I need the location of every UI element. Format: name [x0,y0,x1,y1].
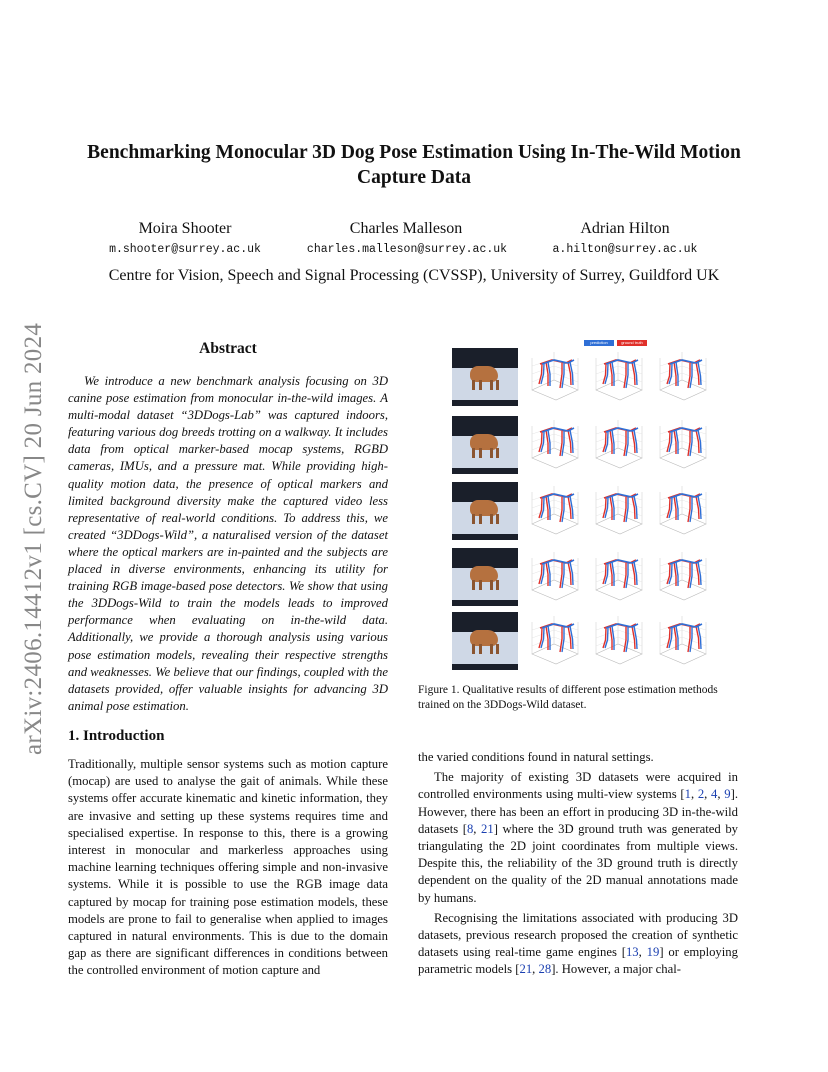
pose-plot [526,350,582,406]
arxiv-stamp[interactable]: arXiv:2406.14412v1 [cs.CV] 20 Jun 2024 [20,322,47,755]
pose-plot [526,484,582,540]
intro-paragraph: the varied conditions found in natural settings. [418,750,654,764]
citation-link[interactable]: 1 [684,787,691,802]
author-name: Adrian Hilton [580,220,670,237]
dog-image [452,612,518,670]
affiliation: Centre for Vision, Speech and Signal Processing (CVSSP), University of Surrey, Guildford UK [108,267,720,284]
citation-link[interactable]: 4 [711,787,718,802]
abstract-text: We introduce a new benchmark analysis focusing on 3D canine pose estimation from monocular in-the-wild images. A multi-modal dataset “3DDogs-Lab” was captured indoors, featuring various dog breeds trotting on a walkway. It includes data from optical marker-based mocap systems, RGBD cameras, IMUs, and a pressure mat. While providing high-quality motion data, the presence of optical markers and limited background diversity make the captured video less representative of real-world conditions. To address this, we created “3DDogs-Wild”, a naturalised version of the dataset where the optical markers are in-painted and the subjects are placed in diverse environments, enhancing its utility for training RGB image-based pose detectors. We show that using the 3DDogs-Wild to train the models leads to improved performance when evaluating on in-the-wild data. Additionally, we provide a thorough analysis using various pose estimation models, revealing their respective strengths and weaknesses. We believe that our findings, coupled with the datasets provided, offer valuable insights for advancing 3D animal pose estimation. [68,374,388,713]
pose-plot [654,550,710,606]
section-heading: 1. Introduction [68,728,165,744]
pose-plot [654,614,710,670]
author-name: Charles Malleson [349,220,463,237]
figure-caption: Figure 1. Qualitative results of different pose estimation methods trained on the 3DDogs-Wild dataset. [418,684,718,711]
intro-paragraph: The majority of existing 3D datasets were acquired in controlled environments using multi-view systems [1, 2, 4, 9]. However, there has been an effort in producing 3D in-the-wild datasets [8, 21] where the 3D ground truth was generated by triangulating the 2D joint coordinates from multiple views. Despite this, the reliability of the 3D ground truth is directly dependent on the quality of the 2D manual annotations made by humans. [418,770,739,905]
pose-plot [654,418,710,474]
citation-link[interactable]: 8 [466,821,474,836]
author-email[interactable]: charles.malleson@surrey.ac.uk [306,243,508,256]
dog-image [452,548,518,606]
pose-plot [590,550,646,606]
intro-paragraph: Recognising the limitations associated with producing 3D datasets, previous research proposed the creation of synthetic datasets using real-time game engines [13, 19] or employing parametric models [21, 28]. However, a major chal- [418,910,738,977]
author-email[interactable]: a.hilton@surrey.ac.uk [552,243,698,256]
intro-left-column [68,756,388,980]
intro-right-column [418,749,738,979]
dog-image [452,482,518,540]
author-name: Moira Shooter [138,220,232,237]
pose-plot [526,614,582,670]
legend-ground-truth: ground truth [617,340,647,346]
pose-plot [590,614,646,670]
author-email[interactable]: m.shooter@surrey.ac.uk [109,243,261,256]
abstract-heading: Abstract [199,340,257,357]
dog-image [452,416,518,474]
citation-link[interactable]: 21 [481,821,494,836]
pose-plot [590,350,646,406]
paper-title: Benchmarking Monocular 3D Dog Pose Estimation Using In-The-Wild Motion Capture Data [87,142,741,188]
pose-plot [526,418,582,474]
dog-image [452,348,518,406]
citation-link[interactable]: 28 [538,962,552,977]
pose-plot [654,484,710,540]
citation-link[interactable]: 9 [724,787,731,802]
pose-plot [526,550,582,606]
pose-plot [654,350,710,406]
citation-link[interactable]: 2 [697,787,705,802]
intro-paragraph: Traditionally, multiple sensor systems such as motion capture (mocap) are used to analyse the gait of animals. While these systems offer accurate kinematic and kinetic information, they are invasive and setting up these systems requires time and specialised expertise. In response to this, there is a growing interest in monocular and markerless approaches using machine learning techniques offering simple and non-invasive systems. While it is possible to use the RGB image data captured by mocap for training pose estimation models, these models are prone to fail to generalise when applied to images captured in natural environments. This is due to the domain gap as there are significant differences in conditions between the controlled environment of motion capture and [68,757,388,978]
citation-link[interactable]: 21 [519,962,533,977]
pose-plot [590,418,646,474]
figure-1 [418,340,738,670]
citation-link[interactable]: 13 [625,945,639,960]
legend-prediction: prediction [584,340,614,346]
pose-plot [590,484,646,540]
citation-link[interactable]: 19 [646,945,660,960]
